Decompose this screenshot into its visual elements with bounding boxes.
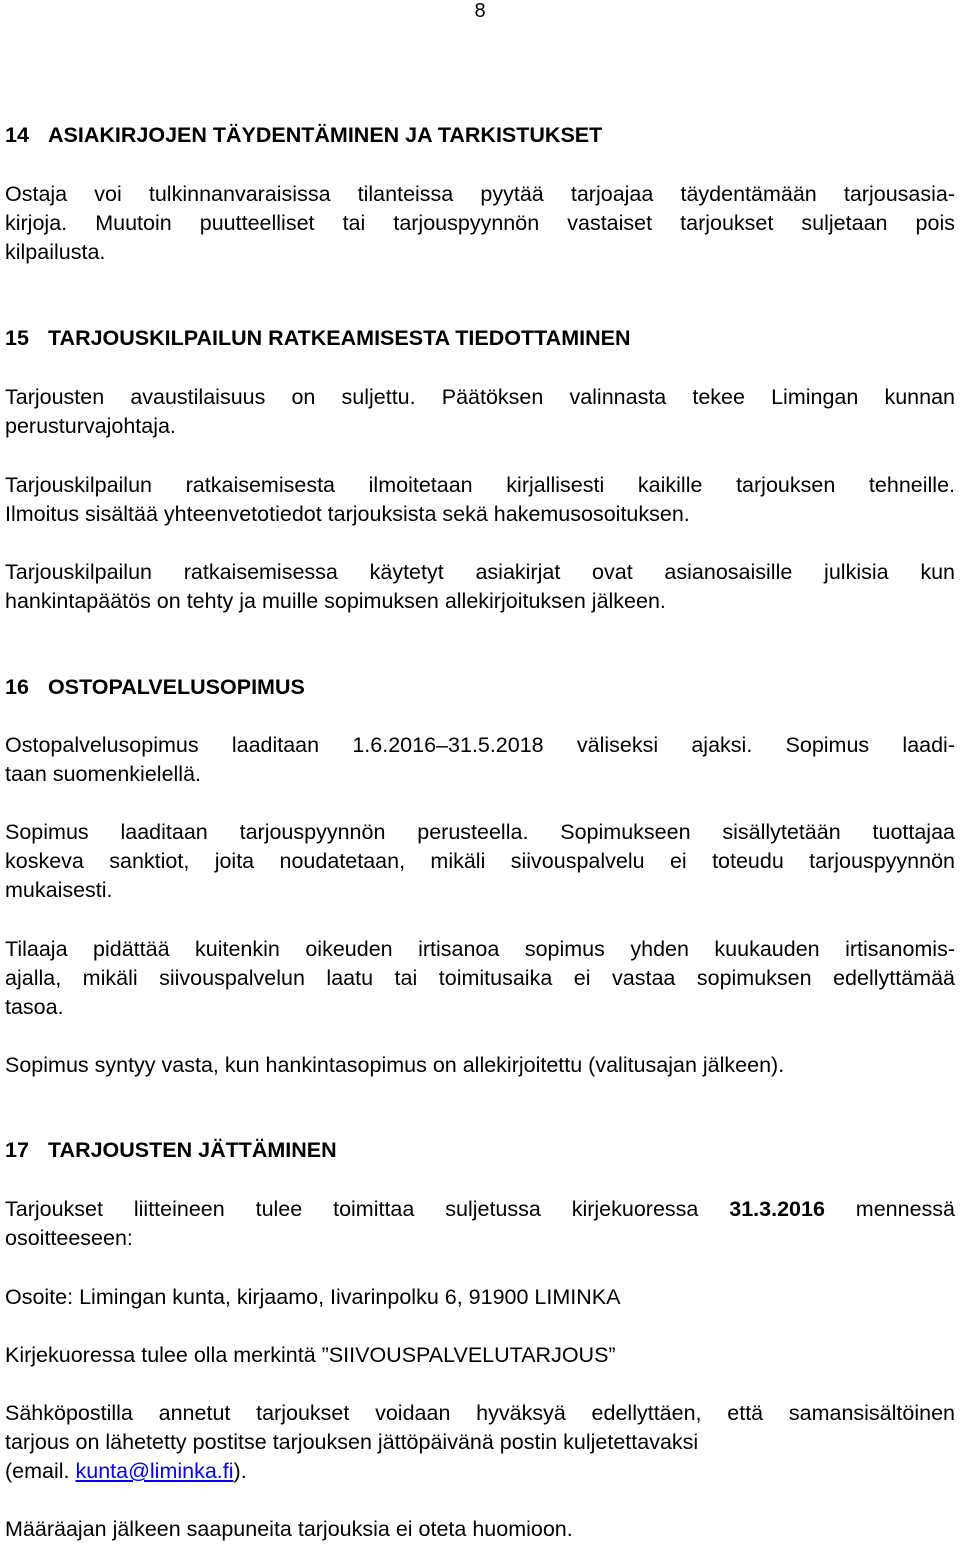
text-line: Kirjekuoressa tulee olla merkintä ”SIIVOUSPALVELUTARJOUS” bbox=[5, 1343, 616, 1367]
text-line: osoitteeseen: bbox=[5, 1226, 133, 1250]
paragraph bbox=[5, 935, 955, 1022]
deadline-date: 31.3.2016 bbox=[729, 1197, 825, 1221]
paragraph bbox=[5, 1283, 955, 1312]
section-title: ASIAKIRJOJEN TÄYDENTÄMINEN JA TARKISTUKSET bbox=[48, 123, 603, 147]
text-line: tarjous on lähetetty postitse tarjouksen jättöpäivänä postin kuljetettavaksi bbox=[5, 1430, 699, 1454]
text-segment: Tarjoukset liitteineen tulee toimittaa suljetussa kirjekuoressa bbox=[5, 1197, 730, 1221]
text-line: kirjoja. Muutoin puutteelliset tai tarjouspyynnön vastaiset tarjoukset suljetaan pois bbox=[5, 211, 955, 235]
section-heading-15 bbox=[5, 324, 955, 353]
text-line: Sähköpostilla annetut tarjoukset voidaan hyväksyä edellyttäen, että samansisältöinen bbox=[5, 1401, 955, 1425]
paragraph bbox=[5, 1515, 955, 1544]
text-line: Tarjousten avaustilaisuus on suljettu. Päätöksen valinnasta tekee Limingan kunnan bbox=[5, 385, 955, 409]
paragraph bbox=[5, 383, 955, 441]
text-segment: (email. bbox=[5, 1459, 76, 1483]
paragraph bbox=[5, 558, 955, 616]
text-line: kilpailusta. bbox=[5, 240, 106, 264]
text-line: Osoite: Limingan kunta, kirjaamo, Iivarinpolku 6, 91900 LIMINKA bbox=[5, 1285, 621, 1309]
paragraph bbox=[5, 180, 955, 267]
email-link[interactable]: kunta@liminka.fi bbox=[75, 1459, 234, 1483]
text-line: Tarjouskilpailun ratkaisemisesta ilmoitetaan kirjallisesti kaikille tarjouksen tehneille. bbox=[5, 473, 955, 497]
section-title: TARJOUSTEN JÄTTÄMINEN bbox=[48, 1138, 337, 1162]
section-number: 17 bbox=[5, 1138, 29, 1162]
section-title: OSTOPALVELUSOPIMUS bbox=[48, 675, 305, 699]
text-line: Sopimus syntyy vasta, kun hankintasopimus on allekirjoitettu (valitusajan jälkeen). bbox=[5, 1053, 785, 1077]
paragraph bbox=[5, 1051, 955, 1080]
paragraph bbox=[5, 818, 955, 905]
paragraph bbox=[5, 1341, 955, 1370]
text-line bbox=[5, 1457, 955, 1486]
text-line bbox=[5, 1195, 955, 1224]
text-segment: mennessä bbox=[824, 1197, 955, 1221]
text-line: Ostopalvelusopimus laaditaan 1.6.2016–31.5.2018 väliseksi ajaksi. Sopimus laadi- bbox=[5, 733, 955, 757]
section-heading-16 bbox=[5, 673, 955, 702]
text-line: taan suomenkielellä. bbox=[5, 762, 202, 786]
text-line: hankintapäätös on tehty ja muille sopimuksen allekirjoituksen jälkeen. bbox=[5, 589, 666, 613]
text-line: Määräajan jälkeen saapuneita tarjouksia ei oteta huomioon. bbox=[5, 1517, 573, 1541]
text-line: mukaisesti. bbox=[5, 878, 113, 902]
section-heading-14 bbox=[5, 121, 955, 150]
text-line: Ostaja voi tulkinnanvaraisissa tilanteissa pyytää tarjoajaa täydentämään tarjousasia- bbox=[5, 182, 955, 206]
text-line: ajalla, mikäli siivouspalvelun laatu tai toimitusaika ei vastaa sopimuksen edellyttämää bbox=[5, 966, 955, 990]
section-number: 16 bbox=[5, 675, 29, 699]
paragraph bbox=[5, 1399, 955, 1486]
text-line: Sopimus laaditaan tarjouspyynnön perusteella. Sopimukseen sisällytetään tuottajaa bbox=[5, 820, 955, 844]
section-title: TARJOUSKILPAILUN RATKEAMISESTA TIEDOTTAMINEN bbox=[48, 326, 631, 350]
section-number: 14 bbox=[5, 123, 29, 147]
text-line: koskeva sanktiot, joita noudatetaan, mikäli siivouspalvelu ei toteudu tarjouspyynnön bbox=[5, 849, 955, 873]
paragraph bbox=[5, 471, 955, 529]
text-line: tasoa. bbox=[5, 995, 64, 1019]
paragraph bbox=[5, 731, 955, 789]
section-heading-17 bbox=[5, 1136, 955, 1165]
section-number: 15 bbox=[5, 326, 29, 350]
page-number: 8 bbox=[474, 0, 486, 22]
text-line: perusturvajohtaja. bbox=[5, 414, 176, 438]
text-segment: ). bbox=[233, 1459, 247, 1483]
paragraph bbox=[5, 1195, 955, 1253]
text-line: Ilmoitus sisältää yhteenvetotiedot tarjouksista sekä hakemusosoituksen. bbox=[5, 502, 690, 526]
text-line: Tarjouskilpailun ratkaisemisessa käytetyt asiakirjat ovat asianosaisille julkisia kun bbox=[5, 560, 955, 584]
text-line: Tilaaja pidättää kuitenkin oikeuden irtisanoa sopimus yhden kuukauden irtisanomis- bbox=[5, 937, 955, 961]
